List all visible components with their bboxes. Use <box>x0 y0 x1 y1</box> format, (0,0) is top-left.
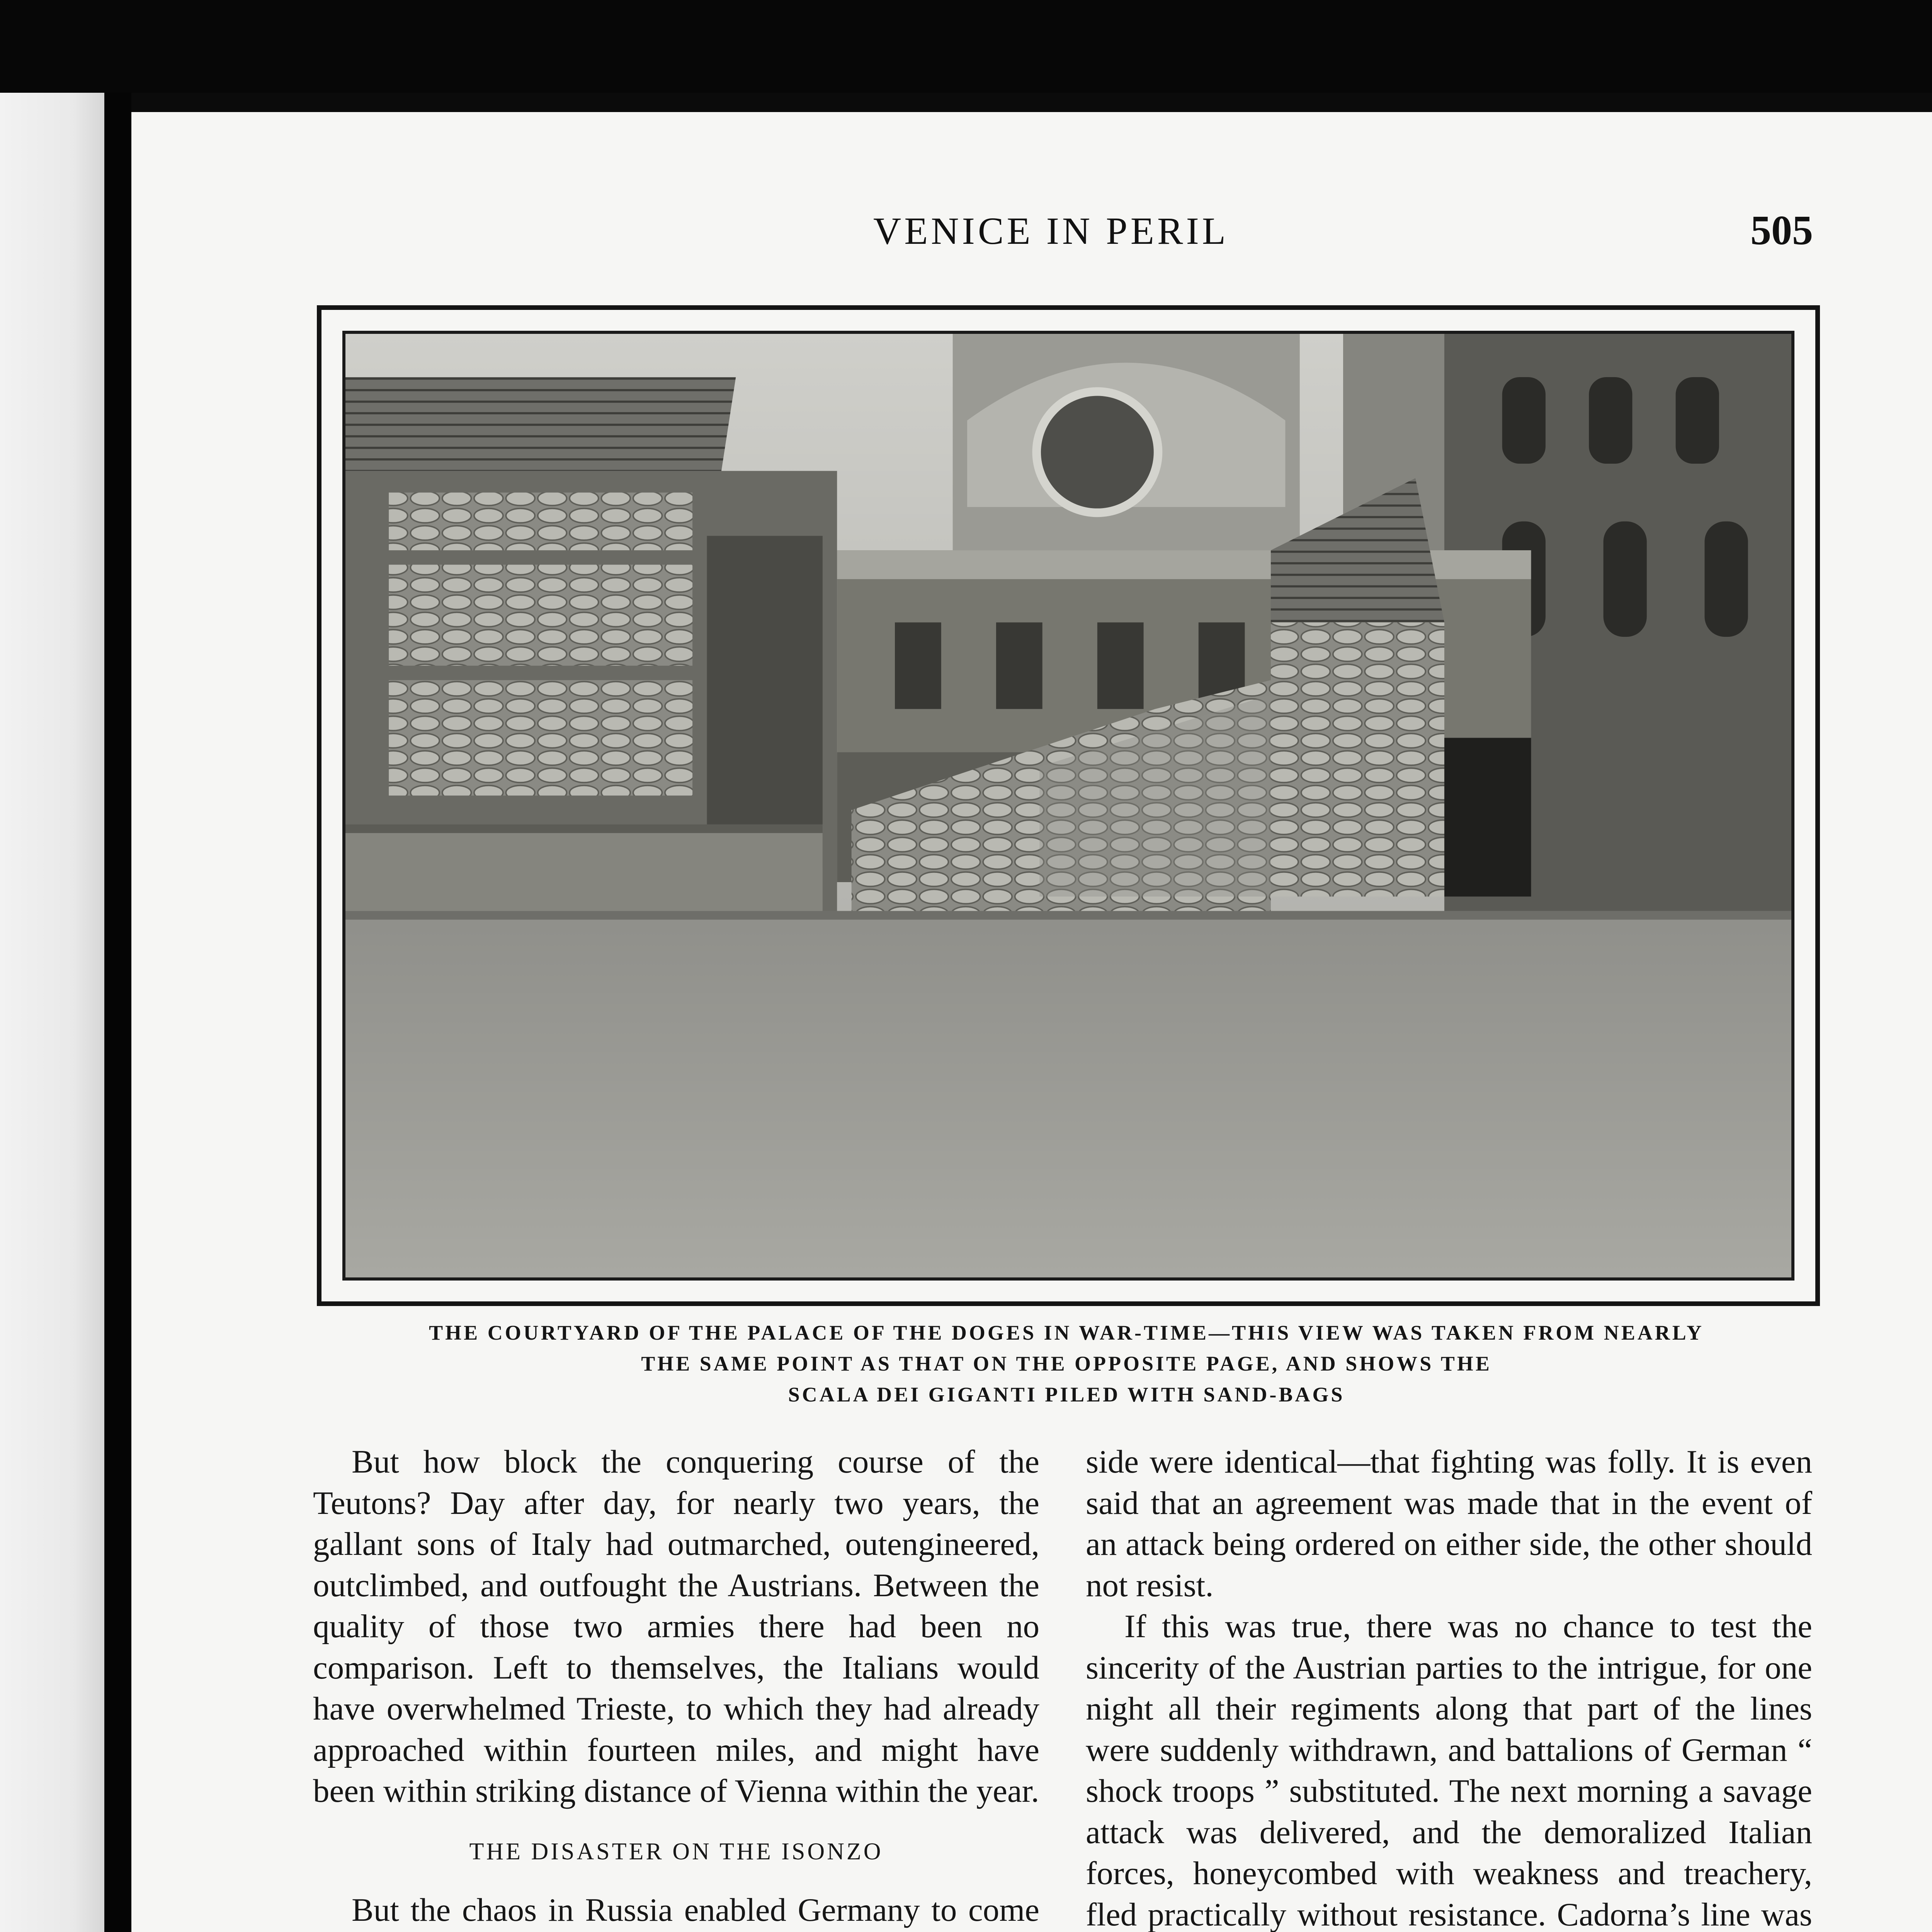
running-head: VENICE IN PERIL <box>873 209 1229 252</box>
courtyard-photograph <box>342 331 1794 1281</box>
paragraph: But the chaos in Russia enabled Germany to come <box>352 1892 1039 1928</box>
photo-illustration <box>345 334 1791 1277</box>
caption-line: SCALA DEI GIGANTI PILED WITH SAND-BAGS <box>788 1383 1345 1406</box>
caption-line: THE SAME POINT AS THAT ON THE OPPOSITE PAGE, AND SHOWS THE <box>641 1352 1492 1375</box>
scanner-top-border <box>0 0 1932 93</box>
section-subhead: THE DISASTER ON THE ISONZO <box>469 1838 883 1865</box>
page-number: 505 <box>1750 207 1813 253</box>
paragraph: If this was true, there was no chance to test the sincerity of the Austrian parties to the intrigue, for one night all their regiments along that part of the lines were suddenly withdrawn, and battalions of German “ shock troops ” substituted. The next morning a savage attack was delivered, and the demoralized Italian forces, honeycombed with weakness and treachery, fled practically without resistance. Cadorna’s line was <box>1086 1608 1812 1932</box>
left-text-column <box>313 1441 1039 1932</box>
facing-page-edge <box>0 93 104 1932</box>
photo-frame <box>317 305 1820 1306</box>
photo-caption <box>332 1318 1801 1410</box>
caption-line: THE COURTYARD OF THE PALACE OF THE DOGES IN WAR-TIME—THIS VIEW WAS TAKEN FROM NEARLY <box>429 1321 1704 1344</box>
book-gutter <box>104 93 131 1932</box>
right-text-column <box>1086 1441 1812 1932</box>
paragraph-continued: side were identical—that fighting was folly. It is even said that an agreement was made that in the event of an attack being ordered on either side, the other should not resist. <box>1086 1444 1812 1604</box>
paragraph: But how block the conquering course of the Teutons? Day after day, for nearly two years, the gallant sons of Italy had outmarched, outengineered, outclimbed, and outfought the Austrians. Between the quality of those two armies there had been no comparison. Left to themselves, the Italians would have overwhelmed Trieste, to which they had already approached within fourteen miles, and might have been within striking distance of Vienna within the year. <box>313 1444 1039 1809</box>
